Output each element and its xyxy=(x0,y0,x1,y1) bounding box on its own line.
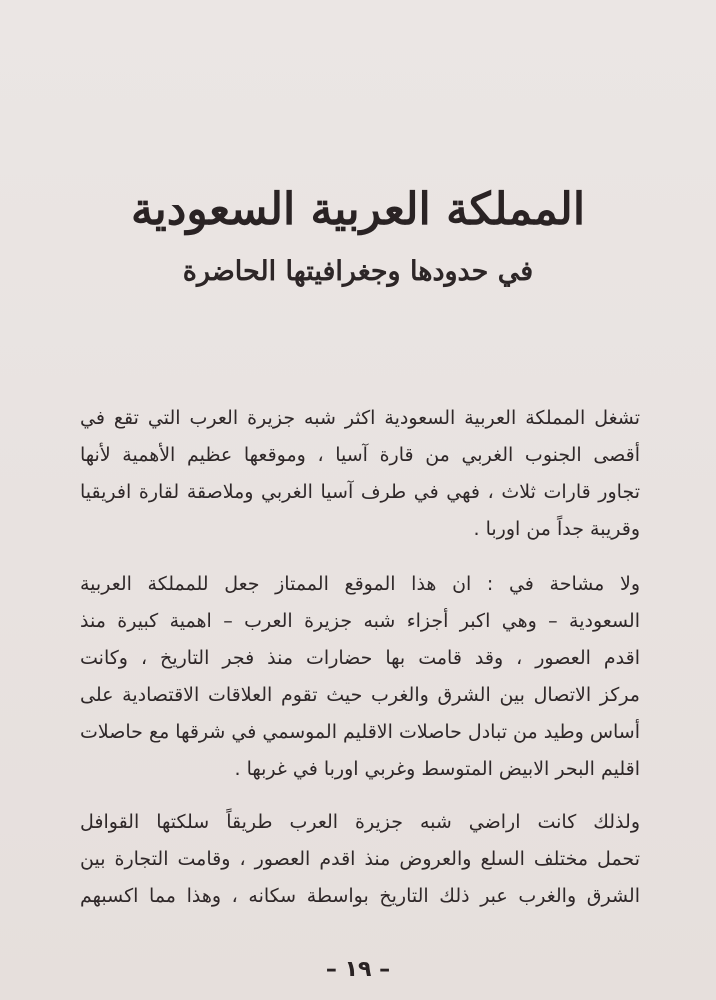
text-line: السعودية – وهي اكبر أجزاء شبه جزيرة العرب – اهمية كبيرة منذ xyxy=(80,610,640,632)
page-number: – ١٩ – xyxy=(325,957,391,982)
text-line: أقصى الجنوب الغربي من قارة آسيا ، وموقعها عظيم الأهمية لأنها xyxy=(80,444,640,466)
paragraph-3 xyxy=(80,804,640,915)
text-line: ولا مشاحة في : ان هذا الموقع الممتاز جعل للمملكة العربية xyxy=(80,573,640,595)
page-subtitle: في حدودها وجغرافيتها الحاضرة xyxy=(182,256,534,287)
text-line: ولذلك كانت اراضي شبه جزيرة العرب طريقاً سلكتها القوافل xyxy=(80,811,640,833)
text-line: اقدم العصور ، وقد قامت بها حضارات منذ فجر التاريخ ، وكانت xyxy=(80,647,640,669)
paragraph-2 xyxy=(80,566,640,788)
paragraph-1 xyxy=(80,400,640,548)
text-line: تجاور قارات ثلاث ، فهي في طرف آسيا الغربي وملاصقة لقارة افريقيا xyxy=(80,481,640,503)
text-line: وقريبة جداً من اوربا . xyxy=(473,518,640,540)
text-line: أساس وطيد من تبادل حاصلات الاقليم الموسمي في شرقها مع حاصلات xyxy=(80,721,640,743)
text-line: الشرق والغرب عبر ذلك التاريخ بواسطة سكانه ، وهذا مما اكسبهم xyxy=(80,885,640,907)
text-line: تحمل مختلف السلع والعروض منذ اقدم العصور ، وقامت التجارة بين xyxy=(80,848,640,870)
text-line: اقليم البحر الابيض المتوسط وغربي اوربا في غربها . xyxy=(234,758,640,780)
page-title: المملكة العربية السعودية xyxy=(130,184,586,235)
text-line: تشغل المملكة العربية السعودية اكثر شبه جزيرة العرب التي تقع في xyxy=(80,407,640,429)
text-line: مركز الاتصال بين الشرق والغرب حيث تقوم العلاقات الاقتصادية على xyxy=(80,684,640,706)
